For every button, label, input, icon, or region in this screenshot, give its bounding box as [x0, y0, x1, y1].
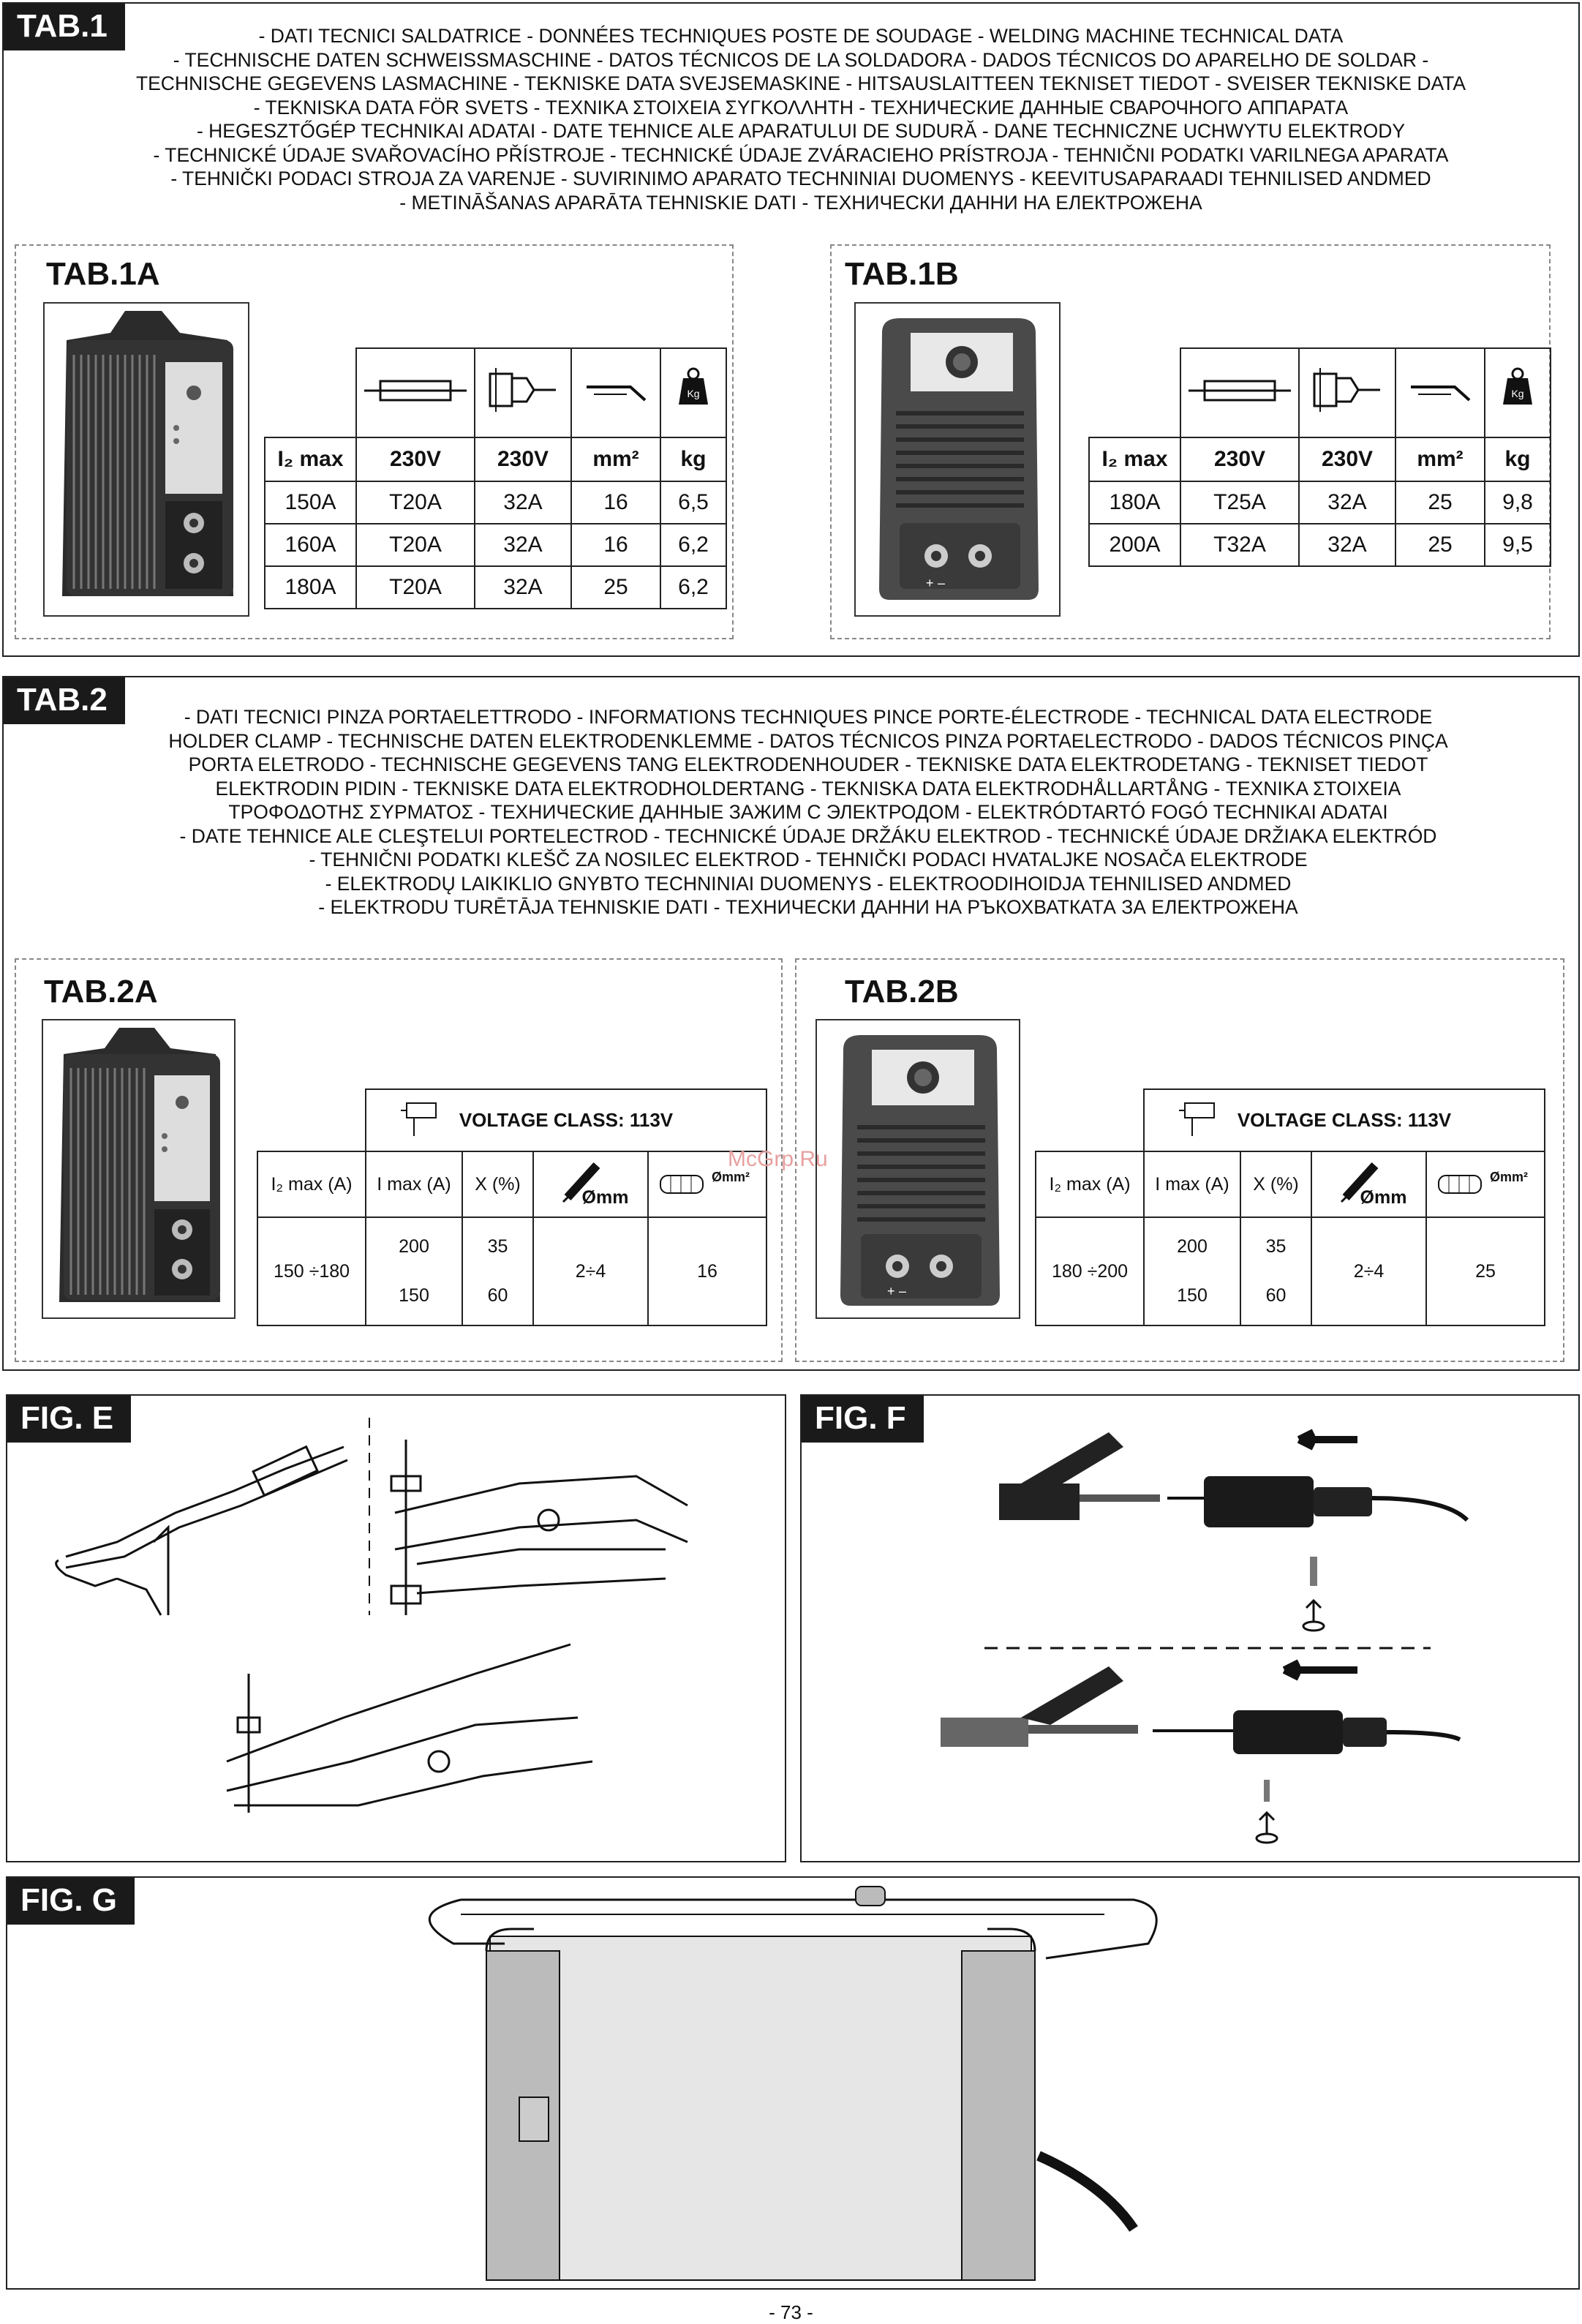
col-header: I₂ max (A): [1036, 1151, 1144, 1217]
table-row: [1089, 481, 1551, 524]
electrode-holder-illustration: [802, 1396, 1581, 1864]
tab2b-table: [1035, 1088, 1545, 1326]
col-header: I₂ max (A): [257, 1151, 366, 1217]
cell: 25: [1395, 481, 1485, 524]
cell: 25: [1426, 1217, 1545, 1325]
cell: 2÷4: [1311, 1217, 1426, 1325]
plus-label: +: [926, 576, 934, 590]
tab2-title-line: - ELEKTRODU TURĒTĀJA TEHNISKIE DATI - ТЕХНИЧЕСКИ ДАННИ НА РЪКОХВАТКАТА ЗА ЕЛЕКТРОЖЕНА: [318, 896, 1298, 918]
col-header: I₂ max: [1089, 437, 1180, 481]
cell: 6,2: [660, 524, 726, 566]
tab1-title-line: - TEHNIČKI PODACI STROJA ZA VARENJE - SUVIRINIMO APARATO TECHNINIAI DUOMENYS - KEEVITUSAPARAADI TEHNILISED ANDMED: [170, 168, 1431, 189]
minus-label: –: [899, 1284, 907, 1298]
cell: 9,8: [1485, 481, 1551, 524]
tab2a-title: TAB.2A: [44, 974, 158, 1009]
cell-value: 200: [1177, 1236, 1208, 1257]
col-header: kg: [660, 437, 726, 481]
clamp-assembly-illustration: [7, 1396, 788, 1864]
tab1a-machine-photo: [43, 302, 249, 617]
cell: 32A: [1299, 481, 1395, 524]
col-header: 230V: [1180, 437, 1299, 481]
tab1a-table: [264, 347, 727, 609]
table-row: [265, 566, 726, 609]
col-header: X (%): [462, 1151, 533, 1217]
cell: 180A: [265, 566, 356, 609]
weight-icon: [660, 348, 726, 437]
cell: 9,5: [1485, 524, 1551, 566]
col-header: I max (A): [366, 1151, 462, 1217]
cell: [366, 1217, 462, 1325]
tab1b-table: [1088, 347, 1551, 567]
fig-g-tag: FIG. G: [7, 1878, 135, 1925]
tab2-title-line: - TEHNIČNI PODATKI KLEŠČ ZA NOSILEC ELEKTROD - TEHNIČKI PODACI HVATALJKE NOSAČA ELEKTRODE: [309, 849, 1308, 870]
tab2-title-line: PORTA ELETRODO - TECHNISCHE GEGEVENS TANG ELEKTRODENHOUDER - TEKNISKE DATA ELEKTRODETANG - TEKNISET TIEDOT: [188, 753, 1428, 775]
minus-label: –: [938, 576, 946, 590]
cell-value: 35: [487, 1236, 508, 1257]
voltage-class: VOLTAGE CLASS: 113V: [1237, 1109, 1452, 1131]
tab1-title-line: - TEKNISKA DATA FÖR SVETS - ΤΕΧΝΙΚΑ ΣΤΟΙΧΕΙΑ ΣΥΓΚΟΛΛΗΤΗ - ТЕХНИЧЕСКИЕ ДАННЫЕ СВАРОЧНОГО АППАРАТА: [253, 96, 1349, 119]
power-plug-icon: [1299, 348, 1395, 437]
tab2-title-line: - DATI TECNICI PINZA PORTAELETTRODO - INFORMATIONS TECHNIQUES PINCE PORTE-ÉLECTRODE - TECHNICAL DATA ELECTRODE: [184, 706, 1433, 728]
col-header: X (%): [1240, 1151, 1311, 1217]
tab2-title: [113, 705, 1503, 920]
cell: 150A: [265, 481, 356, 524]
col-header: I₂ max: [265, 437, 356, 481]
tab2a-machine-photo: [42, 1019, 236, 1319]
cell: 32A: [1299, 524, 1395, 566]
svg-text:Kg: Kg: [687, 388, 700, 399]
welding-machine-icon: [43, 1020, 237, 1320]
cell: T25A: [1180, 481, 1299, 524]
cell: T32A: [1180, 524, 1299, 566]
tab2-title-line: - ELEKTRODŲ LAIKIKLIO GNYBTO TECHNINIAI DUOMENYS - ELEKTROODIHOIDJA TEHNILISED ANDMED: [325, 872, 1292, 895]
cell: [462, 1217, 533, 1325]
plus-label: +: [887, 1284, 895, 1298]
electrode-holder-icon: [399, 1096, 443, 1140]
voltage-class: VOLTAGE CLASS: 113V: [459, 1109, 674, 1131]
cell: 150 ÷180: [257, 1217, 366, 1325]
tab1-title-line: - METINĀŠANAS APARĀTA TEHNISKIE DATI - ТЕХНИЧЕСКИ ДАННИ НА ЕЛЕКТРОЖЕНА: [399, 191, 1202, 214]
tab1b-machine-photo: [854, 302, 1061, 617]
cell: 25: [1395, 524, 1485, 566]
tab2-title-line: HOLDER CLAMP - TECHNISCHE DATEN ELEKTRODENKLEMME - DATOS TÉCNICOS PINZA PORTAELECTRODO - DADOS TÉCNICOS PINÇA: [168, 729, 1448, 752]
cell: 6,5: [660, 481, 726, 524]
tab2-section: [2, 676, 1580, 1371]
welding-machine-icon: [45, 304, 251, 618]
weight-icon: [1485, 348, 1551, 437]
cable-section-header: Ømm²: [648, 1151, 766, 1217]
cell: T20A: [356, 566, 475, 609]
col-header: kg: [1485, 437, 1551, 481]
fig-e-section: [6, 1394, 786, 1862]
welding-machine-icon: [817, 1020, 1022, 1320]
cell: 180 ÷200: [1036, 1217, 1144, 1325]
tab1-title-line: - TECHNISCHE DATEN SCHWEISSMASCHINE - DATOS TÉCNICOS DE LA SOLDADORA - DADOS TÉCNICOS DO APARELHO DE SOLDAR -: [173, 48, 1429, 71]
fuse-icon: [356, 348, 475, 437]
tab1-tag: TAB.1: [4, 4, 125, 50]
cell: [1144, 1217, 1240, 1325]
cell: 2÷4: [533, 1217, 648, 1325]
electrode-holder-icon: [1178, 1096, 1221, 1140]
fig-e-tag: FIG. E: [7, 1396, 131, 1443]
col-header: 230V: [356, 437, 475, 481]
welding-machine-icon: [856, 304, 1062, 618]
power-plug-icon: [475, 348, 571, 437]
cell-value: 60: [1265, 1285, 1287, 1306]
cell: 6,2: [660, 566, 726, 609]
cell: 25: [571, 566, 660, 609]
table-row: [1089, 524, 1551, 566]
col-header: mm²: [1395, 437, 1485, 481]
tab2a-table: [257, 1088, 767, 1326]
cell-value: 60: [487, 1285, 508, 1306]
cable-section-icon: [1395, 348, 1485, 437]
tab2-title-line: ΤΡΟΦΟΔΟΤΗΣ ΣΥΡΜΑΤΟΣ - ТЕХНИЧЕСКИЕ ДАННЫЕ ЗАЖИМ С ЭЛЕКТРОДОМ - ELEKTRÓDTARTÓ FOGÓ TECHNIKAI ADATAI: [228, 801, 1388, 823]
tab1-title-line: TECHNISCHE GEGEVENS LASMACHINE - TEKNISKE DATA SVEJSEMASKINE - HITSAUSLAITTEEN TEKNISET TIEDOT - SVEISER TEKNISKE DATA: [135, 72, 1466, 94]
cell-value: 150: [399, 1285, 429, 1306]
fig-f-tag: FIG. F: [802, 1396, 924, 1443]
cell-value: 200: [399, 1236, 429, 1257]
cell: 16: [571, 524, 660, 566]
col-header: I max (A): [1144, 1151, 1240, 1217]
col-header: 230V: [475, 437, 571, 481]
electrode-diameter-header: Ømm: [533, 1151, 648, 1217]
tab1-title-line: - HEGESZTŐGÉP TECHNIKAI ADATAI - DATE TEHNICE ALE APARATULUI DE SUDURĂ - DANE TECHNICZNE UCHWYTU ELEKTRODY: [196, 120, 1406, 142]
electrode-diameter-header: Ømm: [1311, 1151, 1426, 1217]
cell-value: 150: [1177, 1285, 1208, 1306]
fig-f-section: [800, 1394, 1580, 1862]
tab1a-title: TAB.1A: [46, 256, 160, 292]
cable-section-header: Ømm²: [1426, 1151, 1545, 1217]
tab2b-machine-photo: [816, 1019, 1020, 1319]
cell: 32A: [475, 566, 571, 609]
cell: 160A: [265, 524, 356, 566]
col-header: mm²: [571, 437, 660, 481]
table-row: [265, 524, 726, 566]
fig-g-section: [6, 1876, 1580, 2290]
tab2b-title: TAB.2B: [845, 974, 959, 1009]
tab2-title-line: ELEKTRODIN PIDIN - TEKNISKE DATA ELEKTRODHOLDERTANG - TEKNISKA DATA ELEKTRODHÅLLARTÅNG - ΤΕΧΝΙΚΑ ΣΤΟΙΧΕΙΑ: [215, 777, 1401, 800]
cell: T20A: [356, 524, 475, 566]
page-number: - 73 -: [769, 2301, 813, 2323]
cell: 16: [571, 481, 660, 524]
cell: 180A: [1089, 481, 1180, 524]
cell: 32A: [475, 481, 571, 524]
svg-text:Kg: Kg: [1511, 388, 1524, 399]
table-row: [265, 481, 726, 524]
fuse-icon: [1180, 348, 1299, 437]
tab2-title-line: - DATE TEHNICE ALE CLEŞTELUI PORTELECTROD - TECHNICKÉ ÚDAJE DRŽÁKU ELEKTROD - TECHNICKÉ ÚDAJE DRŽIAKA ELEKTRÓD: [179, 824, 1437, 847]
tab1-title-line: - DATI TECNICI SALDATRICE - DONNÉES TECHNIQUES POSTE DE SOUDAGE - WELDING MACHINE TECHNICAL DATA: [258, 25, 1344, 47]
tab1-section: [2, 2, 1580, 657]
tab1-title: [69, 24, 1532, 214]
cell: 32A: [475, 524, 571, 566]
cell: 200A: [1089, 524, 1180, 566]
tab1-title-line: - TECHNICKÉ ÚDAJE SVAŘOVACÍHO PŘÍSTROJE - TECHNICKÉ ÚDAJE ZVÁRACIEHO PRÍSTROJA - TEHNIČNI PODATKI VARILNEGA APARATA: [153, 143, 1449, 166]
strap-assembly-illustration: [7, 1878, 1581, 2291]
cell: 16: [648, 1217, 766, 1325]
cell: T20A: [356, 481, 475, 524]
cell-value: 35: [1265, 1236, 1287, 1257]
tab1b-title: TAB.1B: [845, 256, 959, 292]
tab2-tag: TAB.2: [4, 677, 125, 724]
col-header: 230V: [1299, 437, 1395, 481]
cell: [1240, 1217, 1311, 1325]
cable-section-icon: [571, 348, 660, 437]
watermark: McGrp.Ru: [728, 1147, 828, 1171]
